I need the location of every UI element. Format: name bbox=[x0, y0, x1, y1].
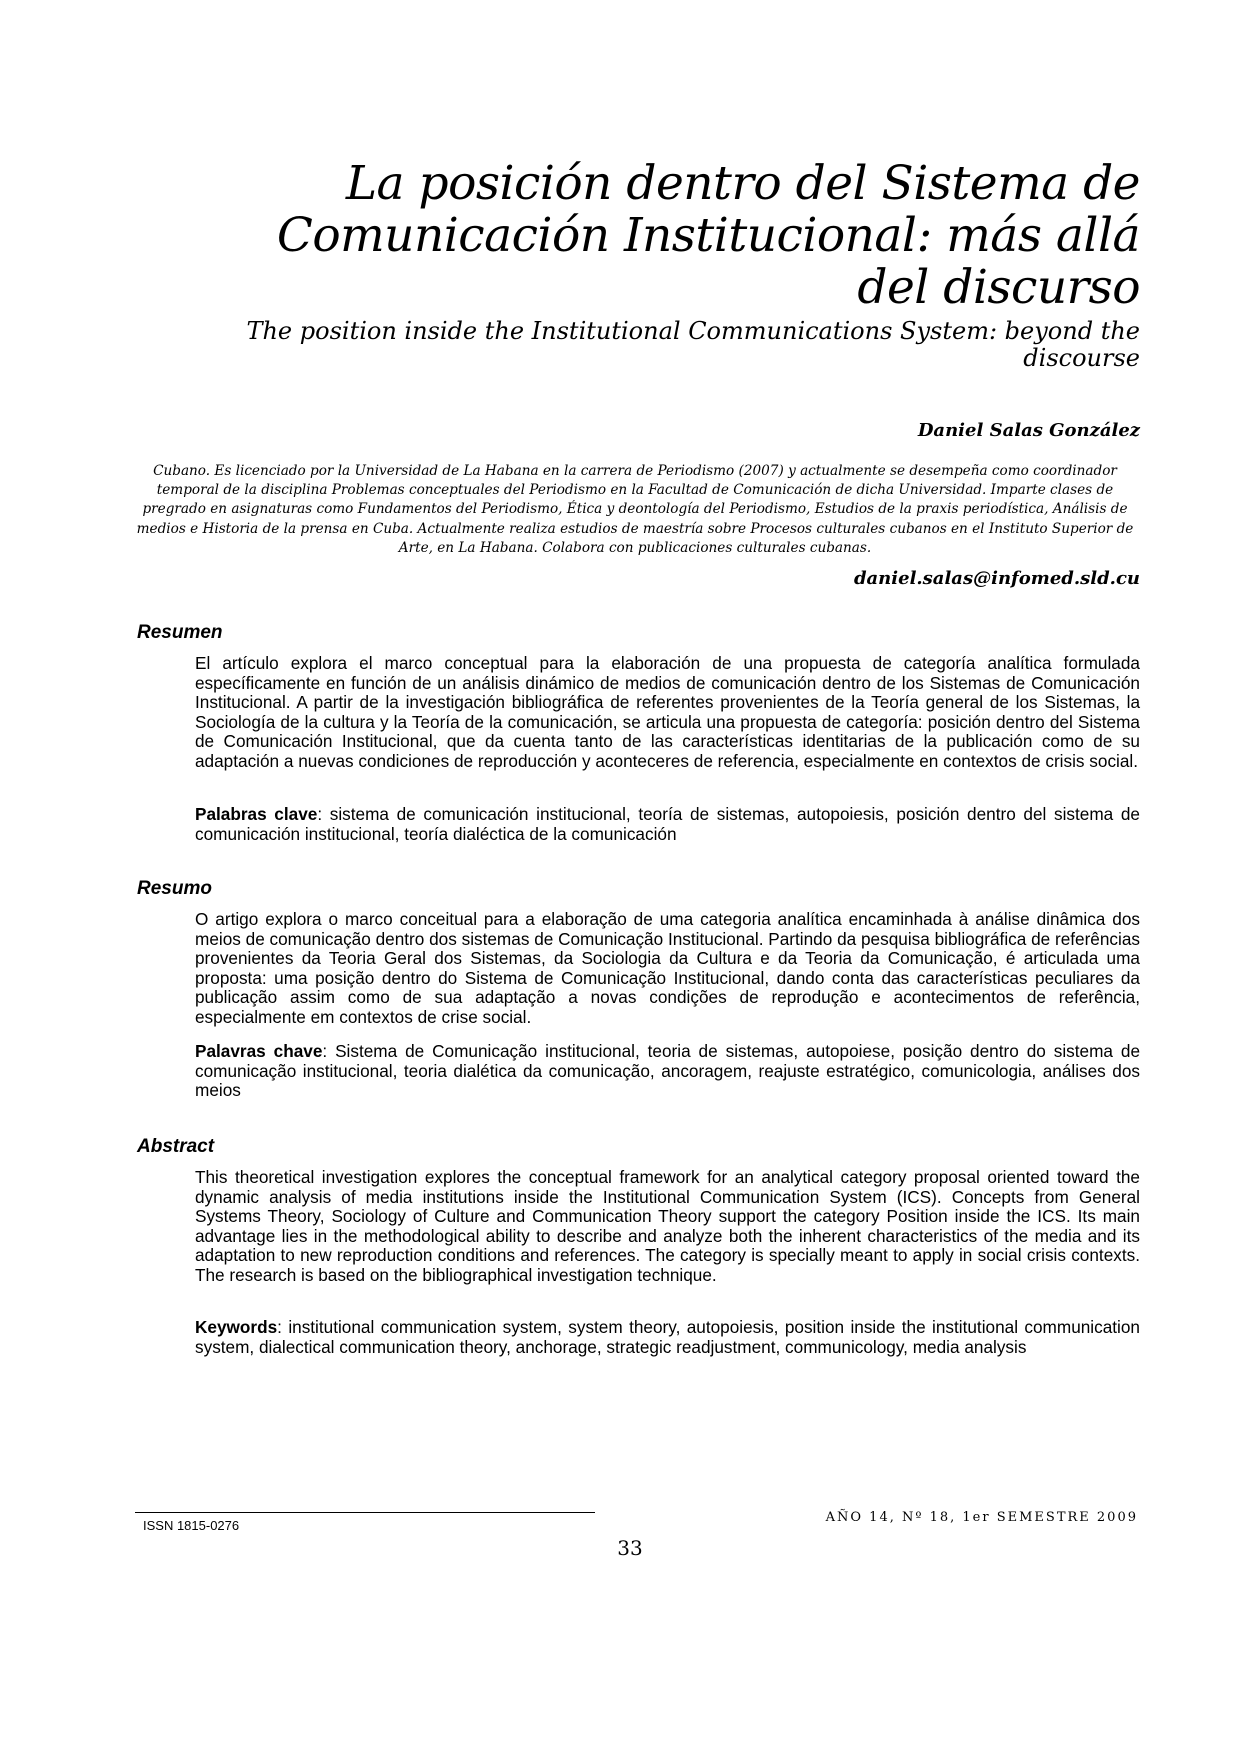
issue-info: AÑO 14, Nº 18, 1er SEMESTRE 2009 bbox=[825, 1510, 1138, 1525]
author-email[interactable]: daniel.salas@infomed.sld.cu bbox=[853, 568, 1140, 589]
article-title: La posición dentro del Sistema de Comunicación Institucional: más allá del discurso bbox=[276, 156, 1140, 315]
author-name: Daniel Salas González bbox=[917, 420, 1140, 441]
keywords-resumo bbox=[195, 1042, 1140, 1101]
section-body-abstract: This theoretical investigation explores the conceptual framework for an analytical category proposal oriented toward the dynamic analysis of media institutions inside the Institutional Communication System (ICS). Concepts from General Systems Theory, Sociology of Culture and Communication Theory support the category Position inside the ICS. Its main advantage lies in the methodological ability to describe and analyze both the inherent characteristics of the media and its adaptation to new reproduction conditions and references. The category is specially meant to apply in social crisis contexts. The research is based on the bibliographical investigation technique. bbox=[195, 1167, 1140, 1285]
article-subtitle: The position inside the Institutional Communications System: beyond the discourse bbox=[246, 317, 1140, 372]
keywords-resumen bbox=[195, 805, 1140, 844]
keywords-label: Palavras chave bbox=[195, 1041, 323, 1061]
keywords-text: : sistema de comunicación institucional, teoría de sistemas, autopoiesis, posición dentro del sistema de comunicación institucional, teoría dialéctica de la comunicación bbox=[195, 804, 1140, 844]
section-body-resumen: El artículo explora el marco conceptual para la elaboración de una propuesta de categoría analítica formulada específicamente en función de un análisis dinámico de medios de comunicación dentro de los Sistemas de Comunicación Institucional. A partir de la investigación bibliográfica de referentes provenientes de la Teoría general de los Sistemas, la Sociología de la cultura y la Teoría de la comunicación, se articula una propuesta de categoría: posición dentro del Sistema de Comunicación Institucional, que da cuenta tanto de las características identitarias de la publicación como de su adaptación a nuevas condiciones de reproducción y aconteceres de referencia, especialmente en contextos de crisis social. bbox=[195, 653, 1140, 771]
section-heading-resumen: Resumen bbox=[137, 622, 223, 643]
section-heading-abstract: Abstract bbox=[137, 1136, 215, 1157]
keywords-text: : institutional communication system, system theory, autopoiesis, position inside the institutional communication system, dialectical communication theory, anchorage, strategic readjustment, communicology, media analysis bbox=[195, 1317, 1140, 1357]
keywords-label: Keywords bbox=[195, 1317, 278, 1337]
keywords-label: Palabras clave bbox=[195, 804, 318, 824]
section-body-resumo: O artigo explora o marco conceitual para a elaboração de uma categoria analítica encaminhada à análise dinâmica dos meios de comunicação dentro dos sistemas de Comunicação Institucional. Partindo da pesquisa bibliográfica de referências provenientes da Teoria Geral dos Sistemas, da Sociologia da Cultura e da Teoria da Comunicação, é articulada uma proposta: uma posição dentro do Sistema de Comunicação Institucional, dando conta das características peculiares da publicação assim como de sua adaptação a novas condições de reprodução e acontecimentos de referência, especialmente em contextos de crise social. bbox=[195, 909, 1140, 1027]
page-number: 33 bbox=[617, 1536, 643, 1560]
footer-divider bbox=[135, 1512, 595, 1513]
issn: ISSN 1815-0276 bbox=[143, 1518, 240, 1533]
section-heading-resumo: Resumo bbox=[137, 878, 212, 899]
author-bio: Cubano. Es licenciado por la Universidad de La Habana en la carrera de Periodismo (2007) y actualmente se desempeña como coordinador temporal de la disciplina Problemas conceptuales del Periodismo en la Facultad de Comunicación de dicha Universidad. Imparte clases de pregrado en asignaturas como Fundamentos del Periodismo, Ética y deontología del Periodismo, Estudios de la praxis periodística, Análisis de medios e Historia de la prensa en Cuba. Actualmente realiza estudios de maestría sobre Procesos culturales cubanos en el Instituto Superior de Arte, en La Habana. Colabora con publicaciones culturales cubanas. bbox=[136, 463, 1134, 556]
keywords-text: : Sistema de Comunicação institucional, teoria de sistemas, autopoiese, posição dentro do sistema de comunicação institucional, teoria dialética da comunicação, ancoragem, reajuste estratégico, comunicologia, análises dos meios bbox=[195, 1041, 1141, 1100]
keywords-abstract bbox=[195, 1318, 1140, 1357]
